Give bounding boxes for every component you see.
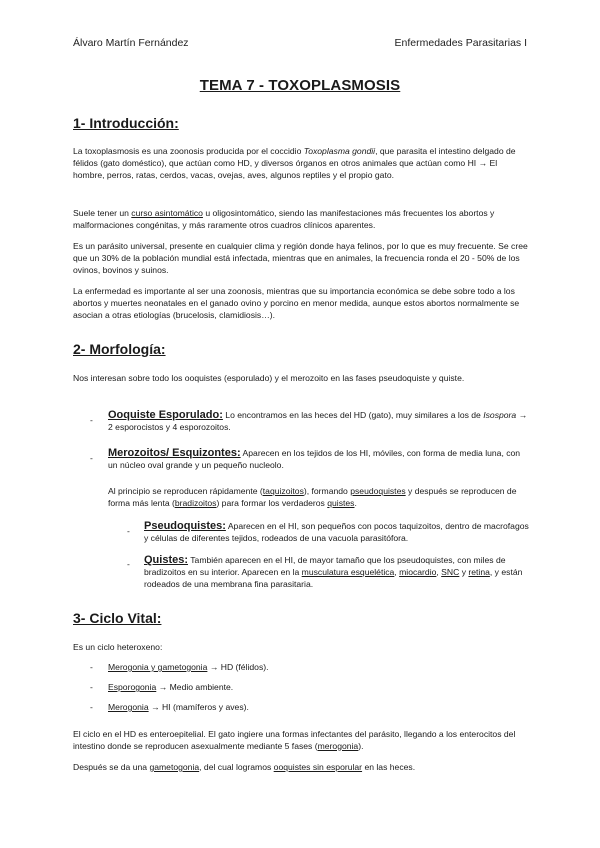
bullet-dash: - <box>127 559 130 569</box>
underlined-term: Merogonia <box>108 702 149 712</box>
paragraph: Es un ciclo heteroxeno: <box>73 642 163 652</box>
paragraph <box>73 208 529 232</box>
bullet-dash: - <box>90 662 93 672</box>
underlined-term: Merogonia y gametogonia <box>108 662 208 672</box>
underlined-term: merogonia <box>317 740 359 751</box>
section-heading-introduccion: 1- Introducción: <box>73 115 179 131</box>
paragraph: Es un parásito universal, presente en cualquier clima y región donde haya felinos, por lo que es muy frecuente. Se cree que un 30% de la población mundial está infectada, mientras que en animales, la frecuencia ronda el 20 - 50% de los ovinos, bovinos y suinos. <box>73 241 528 275</box>
bullet-dash: - <box>127 526 130 536</box>
underlined-term: SNC <box>441 566 460 577</box>
text: ) para formar los verdaderos <box>216 497 328 508</box>
underlined-term: quistes <box>327 497 355 508</box>
text: Suele tener un <box>73 208 132 218</box>
underlined-term: ooquistes sin esporular <box>273 762 363 772</box>
text: Aparecen en los tejidos de los HI, móviles, con forma de media luna, con un núcleo oval grande y un pequeño nucleolo. <box>108 448 521 470</box>
header-author: Álvaro Martín Fernández <box>73 37 189 49</box>
text: . <box>354 497 357 508</box>
term-merozoitos: Merozoitos/ Esquizontes: <box>108 447 241 459</box>
genus-name: Isospora <box>483 410 517 420</box>
paragraph <box>108 486 529 510</box>
list-item <box>108 448 529 472</box>
text: en las heces. <box>362 762 416 772</box>
text: ). <box>358 740 364 751</box>
text: , <box>436 566 442 577</box>
paragraph: Nos interesan sobre todo los ooquistes (esporulado) y el merozoito en las fases pseudoquiste y quiste. <box>73 373 465 383</box>
term-pseudoquistes: Pseudoquistes: <box>144 520 226 532</box>
text: u oligosintomático, siendo las manifestaciones más frecuentes los abortos y malformaciones congénitas, y más raramente otros cuadros clínicos aparentes. <box>73 208 495 230</box>
underlined-term: Esporogonia <box>108 682 157 692</box>
text: → HI (mamíferos y aves). <box>148 702 249 712</box>
list-item <box>144 521 529 545</box>
list-item <box>108 410 529 434</box>
text: Después se da una <box>73 762 150 772</box>
header-subject: Enfermedades Parasitarias I <box>394 37 527 49</box>
bullet-dash: - <box>90 702 93 712</box>
underlined-term: pseudoquistes <box>350 486 406 496</box>
text: → 2 esporocistos y 4 esporozoitos. <box>108 410 528 432</box>
paragraph <box>73 762 529 774</box>
underlined-term: taquizoitos <box>262 486 304 496</box>
text: ), formando <box>303 486 351 496</box>
paragraph <box>73 729 529 753</box>
underlined-term: curso asintomático <box>131 208 203 218</box>
text: → Medio ambiente. <box>156 682 234 692</box>
list-item <box>108 662 529 674</box>
text: Al principio se reproducen rápidamente ( <box>108 486 263 496</box>
term-quistes: Quistes: <box>144 554 189 566</box>
text: , <box>394 566 400 577</box>
underlined-term: retina <box>468 566 490 577</box>
text: → HD (félidos). <box>207 662 269 672</box>
species-name: Toxoplasma gondii <box>303 146 376 156</box>
underlined-term: bradizoitos <box>174 497 217 508</box>
underlined-term: gametogonia <box>149 762 200 772</box>
text: , que parasita el intestino delgado de félidos (gato doméstico), que actúan como HD, y diversos órganos en otros animales que actúan como HI → El hombre, perros, ratas, cerdos, vacas, ovejas, aves, algunos reptiles y el propio gato. <box>73 146 516 180</box>
bullet-dash: - <box>90 682 93 692</box>
text: Lo encontramos en las heces del HD (gato), muy similares a los de <box>222 410 484 420</box>
text: El ciclo en el HD es enteroepitelial. El gato ingiere una formas infectantes del parásito, llegando a los enterocitos del intestino donde se reproducen asexualmente mediante 5 fases ( <box>73 729 516 751</box>
underlined-term: musculatura esquelética <box>301 566 395 577</box>
list-item <box>108 682 529 694</box>
term-ooquiste: Ooquiste Esporulado: <box>108 409 223 421</box>
section-heading-ciclo-vital: 3- Ciclo Vital: <box>73 610 162 626</box>
text: También aparecen en el HI, de mayor tamaño que los pseudoquistes, con miles de bradizoitos en su interior. Aparecen en la <box>144 555 506 577</box>
section-heading-morfologia: 2- Morfología: <box>73 341 166 357</box>
text: , y están rodeados de una membrana fina parasitaria. <box>144 566 523 589</box>
text: La toxoplasmosis es una zoonosis producida por el coccidio <box>73 146 304 156</box>
text: y después se reproducen de forma más lenta ( <box>108 486 517 508</box>
paragraph: La enfermedad es importante al ser una zoonosis, mientras que su importancia económica se debe sobre todo a los abortos y muertes neonatales en el ganado ovino y porcino en menor medida, aunque estos abortos normalmente se asocian a otras etiologías (brucelosis, clamidiosis…). <box>73 286 520 320</box>
bullet-dash: - <box>90 453 93 463</box>
list-item <box>144 555 529 590</box>
text: Aparecen en el HI, son pequeños con pocos taquizoitos, dentro de macrofagos y células de diferentes tejidos, rodeados de una vacuola parasitófora. <box>144 521 529 543</box>
underlined-term: miocardio <box>399 566 437 577</box>
page-title: TEMA 7 - TOXOPLASMOSIS <box>199 77 401 94</box>
text: y <box>459 566 469 577</box>
text: , del cual logramos <box>199 762 274 772</box>
paragraph <box>73 146 529 181</box>
bullet-dash: - <box>90 415 93 425</box>
list-item <box>108 702 529 714</box>
